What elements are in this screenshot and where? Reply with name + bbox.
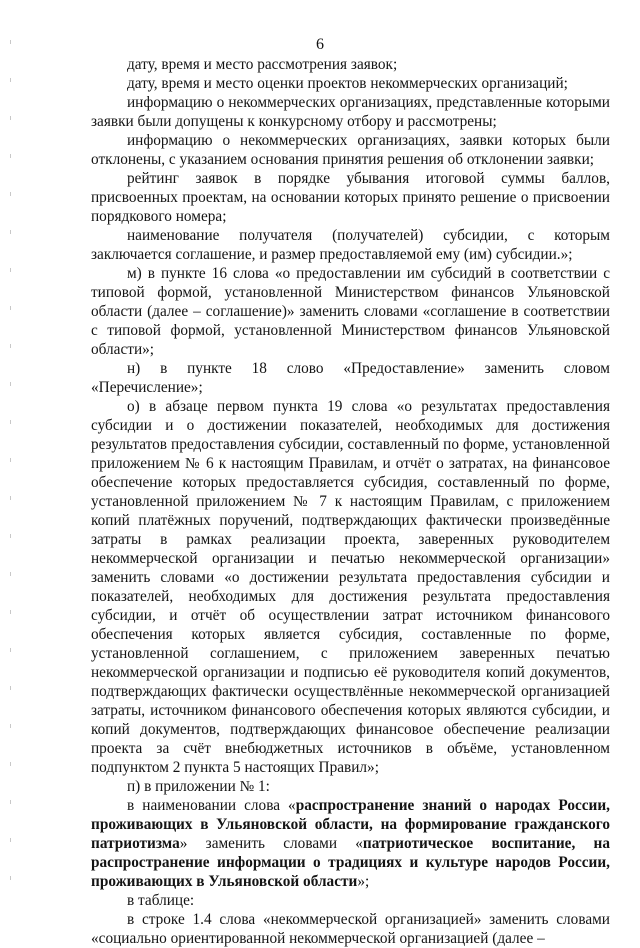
binding-margin-marks [10,0,12,905]
new-name-bold: патриотическое воспитание, на распространение информации о традициях и культуре народов России, проживающих в Ульяновской области [91,835,610,890]
paragraph-review-date: дату, время и место рассмотрения заявок; [127,56,398,73]
margin-tick [10,534,11,538]
margin-tick [10,154,11,158]
margin-tick [10,230,11,234]
margin-tick [10,762,11,766]
margin-tick [10,496,11,500]
old-name-bold: распространение знаний о народах России, проживающих в Ульяновской области, на формирование гражданского патриотизма [91,797,611,852]
margin-tick [10,116,11,120]
paragraph-name-change [91,796,610,891]
paragraph-evaluation-date: дату, время и место оценки проектов некоммерческих организаций; [127,75,568,92]
page-number: 6 [316,36,324,53]
name-change-text-1: в наименовании слова « [127,797,296,814]
margin-tick [10,876,11,880]
margin-tick [10,838,11,842]
paragraph-item-o: о) в абзаце первом пункта 19 слова «о результатах предоставления субсидии и о достижении показателей, необходимых для достижения результатов предоставления субсидии, составленный по форме, установленной приложением № 6 к настоящим Правилам, и отчёт о затратах, на финансовое обеспечение которых предоставляется субсидия, составленный по форме, установленной приложением № 7 к настоящим Правилам, с приложением копий платёжных поручений, подтверждающих фактически произведённые затраты в рамках реализации проекта, заверенных руководителем некоммерческой организации и печатью некоммерческой организации» заменить словами «о достижении результата предоставления субсидии и показателей, необходимых для достижения результата предоставления субсидии, и отчёт об осуществлении затрат источником финансового обеспечения которых является субсидия, составленные по форме, установленной соглашением, с приложением заверенных печатью некоммерческой организации и подписью её руководителя копий документов, подтверждающих фактически осуществлённые некоммерческой организацией затраты, источником финансового обеспечения которых являются субсидии, и копий документов, подтверждающих финансовое обеспечение реализации проекта за счёт внебюджетных источников в объёме, установленном подпунктом 2 пункта 5 настоящих Правил»; [91,398,610,776]
margin-tick [10,800,11,804]
name-change-text-3: »; [357,873,370,890]
paragraph-admitted-organizations: информацию о некоммерческих организациях, представленные которыми заявки были допущены к конкурсному отбору и рассмотрены; [91,94,610,130]
margin-tick [10,306,11,310]
paragraph-rating: рейтинг заявок в порядке убывания итоговой суммы баллов, присвоенных проектам, на основании которых принято решение о присвоении порядкового номера; [91,170,610,225]
name-change-text-2: » заменить словами « [179,835,363,852]
paragraph-item-p: п) в приложении № 1: [127,778,270,795]
margin-tick [10,724,11,728]
document-body [91,55,610,948]
margin-tick [10,572,11,576]
margin-tick [10,458,11,462]
paragraph-item-m: м) в пункте 16 слова «о предоставлении им субсидий в соответствии с типовой формой, установленной Министерством финансов Ульяновской области (далее – соглашение)» заменить словами «соглашение в соответствии с типовой формой, установленной Министерством финансов Ульяновской области»; [91,265,610,358]
margin-tick [10,192,11,196]
paragraph-item-n: н) в пункте 18 слово «Предоставление» заменить словом «Перечисление»; [91,360,610,396]
margin-tick [10,78,11,82]
paragraph-recipient: наименование получателя (получателей) субсидии, с которым заключается соглашение, и размер предоставляемой ему (им) субсидии.»; [91,227,610,263]
margin-tick [10,344,11,348]
paragraph-row-1-4: в строке 1.4 слова «некоммерческой организацией» заменить словами «социально ориентированной некоммерческой организацией (далее – [91,911,610,947]
margin-tick [10,420,11,424]
margin-tick [10,648,11,652]
margin-tick [10,686,11,690]
paragraph-in-table: в таблице: [127,892,195,909]
margin-tick [10,382,11,386]
margin-tick [10,610,11,614]
paragraph-rejected-organizations: информацию о некоммерческих организациях, заявки которых были отклонены, с указанием основания принятия решения об отклонении заявки; [91,132,610,168]
margin-tick [10,268,11,272]
